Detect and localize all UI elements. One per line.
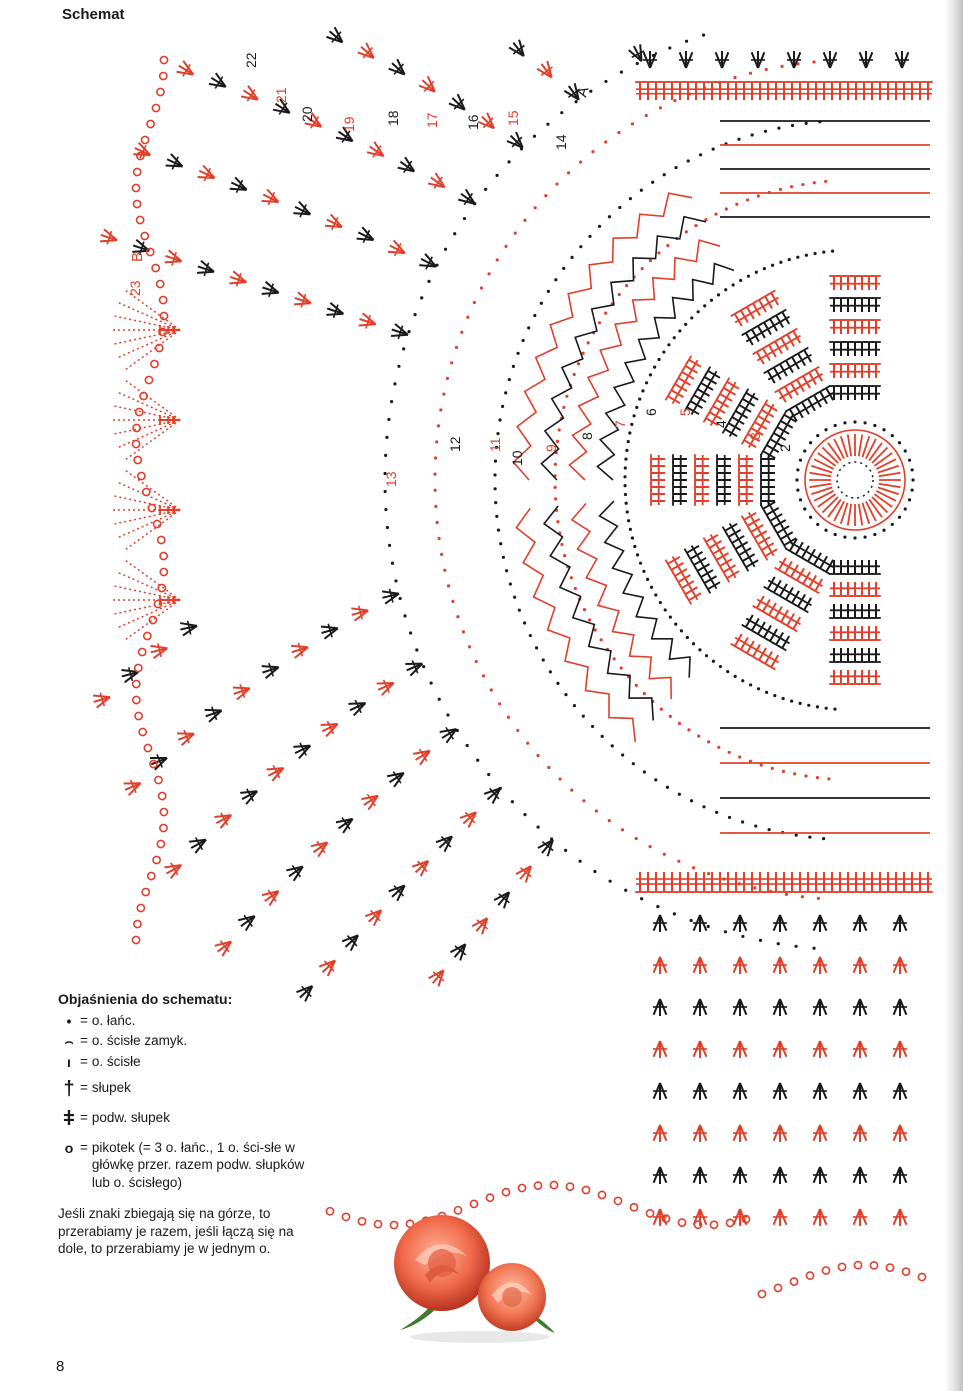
row-labels [127,52,793,487]
row-label: 8 [579,432,595,440]
legend-equals: = [80,1013,88,1029]
legend-equals: = [80,1109,88,1125]
zigzag-mesh [514,193,735,742]
legend-item-single [58,1053,308,1071]
row-label: 6 [643,408,659,416]
marker-b: B [129,251,146,262]
chain-stitch-icon: • [66,1013,72,1030]
star-spokes [651,276,881,684]
row-label: 4 [713,420,729,428]
row-label: 20 [299,106,315,122]
row-label: 14 [553,134,569,150]
legend-equals: = [80,1079,88,1095]
legend-equals: = [80,1139,88,1155]
legend-label: słupek [91,1079,131,1095]
legend-equals: = [80,1053,88,1069]
edge-fan [110,379,180,461]
row-label: 15 [505,110,521,126]
legend-item-picot [58,1139,308,1192]
legend-label: o. ścisłe zamyk. [91,1033,188,1049]
legend-note: Jeśli znaki zbiegają się na górze, to przerabiamy je razem, jeśli łączą się na dole, to przerabiamy je w jednym o. [58,1206,294,1257]
legend-title: Objaśnienia do schematu: [58,991,233,1007]
legend-label: o. ścisłe [91,1053,141,1069]
page-title: Schemat [62,6,125,23]
legend-item-treble [58,1109,308,1129]
legend-equals: = [80,1033,88,1049]
row-label: 19 [341,116,357,132]
legend-item-double [58,1079,308,1099]
marker-a: A [573,84,593,100]
row-label: 5 [677,408,693,416]
slip-stitch-icon: ⌢ [64,1033,74,1050]
legend-item-chain [58,1012,308,1030]
top-right-rows [635,51,933,217]
edge-fan [110,469,180,551]
legend-label: o. łańc. [91,1013,136,1029]
legend [58,990,308,1258]
row-label: 9 [543,444,559,452]
row-label: 21 [273,87,289,103]
picot-icon: o [64,1139,74,1156]
row-label: 2 [777,444,793,452]
lower-fan-wedge [93,589,553,1002]
single-crochet-icon: ı [67,1053,71,1070]
page-number: 8 [56,1358,65,1375]
upper-fan-wedge [100,27,644,339]
row-label: 13 [383,471,399,487]
page-edge-shadow [945,0,963,1391]
row-label: 7 [612,420,628,428]
legend-item-slip [58,1032,308,1050]
rose-image [380,1205,560,1345]
double-crochet-icon: † [63,1077,75,1100]
row-label: 11 [487,437,503,452]
row-label: 10 [509,450,525,466]
edge-fan [110,289,180,371]
row-label: 18 [385,110,401,126]
bottom-right-rows [635,728,933,1226]
edge-fan [110,559,180,641]
row-label: 22 [243,52,259,68]
legend-label: podw. słupek [91,1109,170,1125]
legend-label: pikotek (= 3 o. łańc., 1 o. ści-słe w główkę przer. razem podw. słupków lub o. ścisłego) [91,1139,305,1190]
center-motif [795,420,914,539]
treble-crochet-icon: ǂ [63,1107,75,1130]
row-label: 23 [127,280,143,296]
row-label: 16 [465,114,481,130]
row-label: 12 [447,436,463,452]
row-label: 17 [424,112,440,128]
row-label: 3 [747,432,763,440]
